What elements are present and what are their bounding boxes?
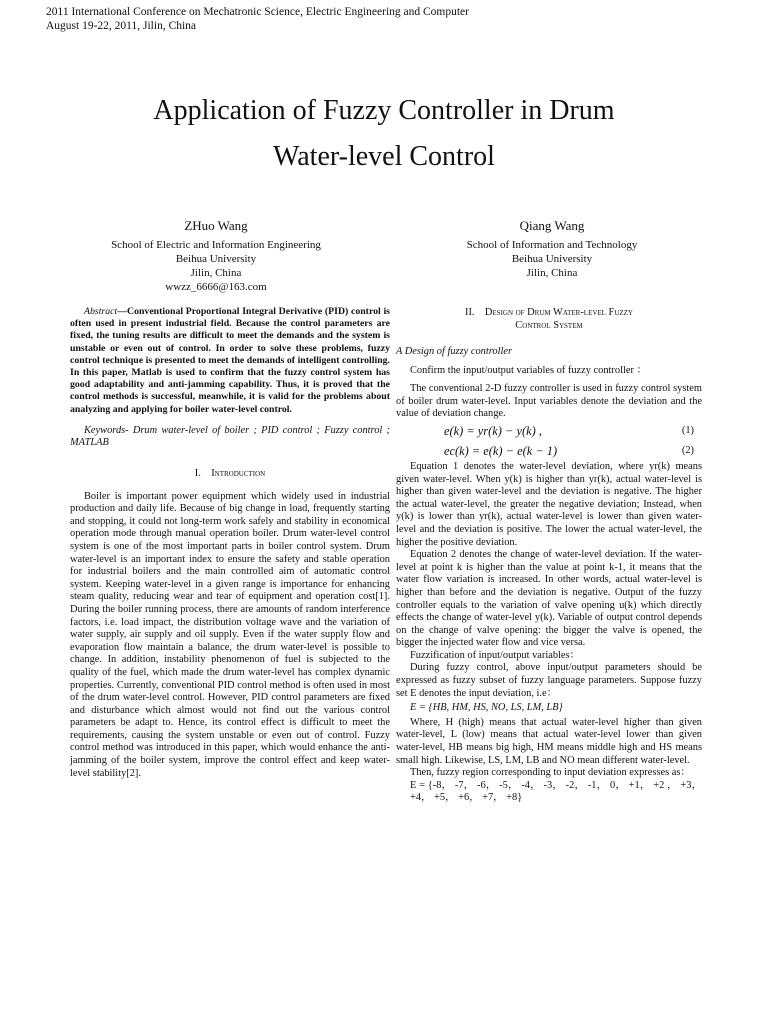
equation-1-number: (1) <box>681 424 694 436</box>
fuzzy-region-set: E = {-8， -7， -6， -5， -4， -3， -2， -1， 0， +1， +2 ， +3， +4， +5， +6， +7， +8} <box>410 779 702 804</box>
conference-header <box>46 5 469 33</box>
section-heading-introduction <box>70 468 390 481</box>
section-heading-design <box>396 306 702 332</box>
subsection-heading: A Design of fuzzy controller <box>396 346 513 357</box>
section-number: I. <box>194 468 201 480</box>
author-name: ZHuo Wang <box>184 218 248 233</box>
paragraph-where: Where, H (high) means that actual water-level higher than given water-level, L (low) means that actual water-level lower than given water-level, HB means big high, HM means middle high and HS means small high. Likewise, LS, LM, LB and NO mean different water-level. <box>396 716 702 766</box>
paragraph-confirm: Confirm the input/output variables of fuzzy controller ： <box>410 364 647 376</box>
equation-2 <box>396 441 702 461</box>
abstract-text: Conventional Proportional Integral Derivative (PID) control is often used in present industrial field. Because the control parameters are fixed, the tuning results are difficult to meet the demands and the system is unstable or even out of control. In order to solve these problems, fuzzy control technique is presented to meet the demands of intelligent controlling. In this paper, Matlab is used to confirm that the fuzzy control system has good adaptability and anti-jamming capability. Thus, it is proved that the control methods is successful, meanwhile, it is valid for the problems about analyzing and applying for boiler water-level control. <box>70 306 390 415</box>
section-title-line2: Control System <box>515 320 583 331</box>
left-column <box>70 306 390 780</box>
paragraph-fuzzification: Fuzzification of input/output variables： <box>410 649 580 661</box>
author-block-2 <box>402 216 702 280</box>
author-affiliation: School of Electric and Information Engineering <box>111 239 321 251</box>
author-location: Jilin, China <box>190 267 242 279</box>
author-university: Beihua University <box>175 253 257 265</box>
paper-title-line1: Application of Fuzzy Controller in Drum <box>153 95 615 126</box>
author-name: Qiang Wang <box>519 218 585 233</box>
right-column <box>396 306 702 805</box>
abstract-dash: — <box>117 306 127 317</box>
paragraph-equation-1: Equation 1 denotes the water-level deviation, where yr(k) means given water-level. When y(k) is higher than yr(k), actual water-level is higher than given water-level and the deviation is negative. The higher the actual water-level, the greater the negative deviation; Instead, when y(k) is lower than yr(k), actual water-level is lower than given water-level and the deviation is positive. The lower the actual water-level, the higher the positive deviation. <box>396 460 702 548</box>
equation-2-number: (2) <box>681 444 694 456</box>
introduction-paragraph: Boiler is important power equipment which widely used in industrial production and daily life. Because of big change in load, frequently starting and stopping, it could not long-term work safely and stability in economical operation mode through manual operation boiler. Drum water-level control system is one of the most important parts in boiler control system. Drum water-level is an important index to ensure the safety and stable operation for industrial boilers and the main controlled aim of automatic control system. Keeping water-level in a given range is importance for enhancing steam quality, reducing wear and tear of equipment and operation cost[1]. During the boiler running process, there are amounts of random interference factors, i.e. load impact, the distribution voltage wave and the variation of water supply, air supply and oil supply. Even if the water supply flow and evaporation flow maintain a balance, the drum water-level is possible to change. In addition, instability phenomenon of fuel is subjected to the quality of the fuel, which made the drum water-level has complex dynamic properties. Currently, conventional PID control method is often used in most of the drum water-level control. However, PID control parameters are fixed and disturbance which almost would not find out the various control parameters be adapt to. Hence, its control effect is difficult to meet the requirements, causing the system unstable or even out of control. Fuzzy control method was introduced in this paper, which would enhance the anti-jamming of the boiler system, improve the control effect and keep water-level stability[2]. <box>70 490 390 779</box>
equation-1 <box>396 421 702 441</box>
section-title: Introduction <box>211 468 266 480</box>
paper-title <box>0 88 768 180</box>
author-location: Jilin, China <box>526 267 578 279</box>
conference-date: August 19-22, 2011, Jilin, China <box>46 20 197 32</box>
equation-1-formula: e(k) = yr(k) − y(k) , <box>444 423 542 438</box>
abstract-label: Abstract <box>84 306 118 317</box>
fuzzy-set-e: E = {HB, HM, HS, NO, LS, LM, LB} <box>410 702 563 714</box>
equation-2-formula: ec(k) = e(k) − e(k − 1) <box>444 443 558 458</box>
paragraph-conventional: The conventional 2-D fuzzy controller is used in fuzzy control system of boiler drum water-level. Input variables denote the deviation and the value of deviation change. <box>396 383 702 420</box>
paper-title-line2: Water-level Control <box>273 141 495 172</box>
section-title-line1: Design of Drum Water-level Fuzzy <box>484 307 633 318</box>
section-number: II. <box>464 307 475 318</box>
conference-name: 2011 International Conference on Mechatronic Science, Electric Engineering and Computer <box>46 6 469 18</box>
abstract <box>70 306 390 416</box>
keywords: Keywords- Drum water-level of boiler ; PID control ; Fuzzy control ; MATLAB <box>70 424 390 449</box>
author-university: Beihua University <box>511 253 593 265</box>
author-affiliation: School of Information and Technology <box>466 239 638 251</box>
paragraph-equation-2: Equation 2 denotes the change of water-level deviation. If the water-level at point k is higher than the value at point k-1, it means that the water flow variation is increased. In other words, actual water-level is higher than before and the deviation is negative. Output of the fuzzy controller equals to the variation of valve opening u(k) which directly effects the change of water-level y(k). Variable of output control depends on the change of valve opening: the bigger the valve is opened, the bigger the injected water flow and vice versa. <box>396 549 702 649</box>
paragraph-then: Then, fuzzy region corresponding to input deviation expresses as： <box>410 767 691 779</box>
author-email: wwzz_6666@163.com <box>165 281 267 293</box>
author-block-1 <box>66 216 366 294</box>
paragraph-during: During fuzzy control, above input/output parameters should be expressed as fuzzy subset of fuzzy language parameters. Suppose fuzzy set E denotes the input deviation, i.e： <box>396 662 702 699</box>
